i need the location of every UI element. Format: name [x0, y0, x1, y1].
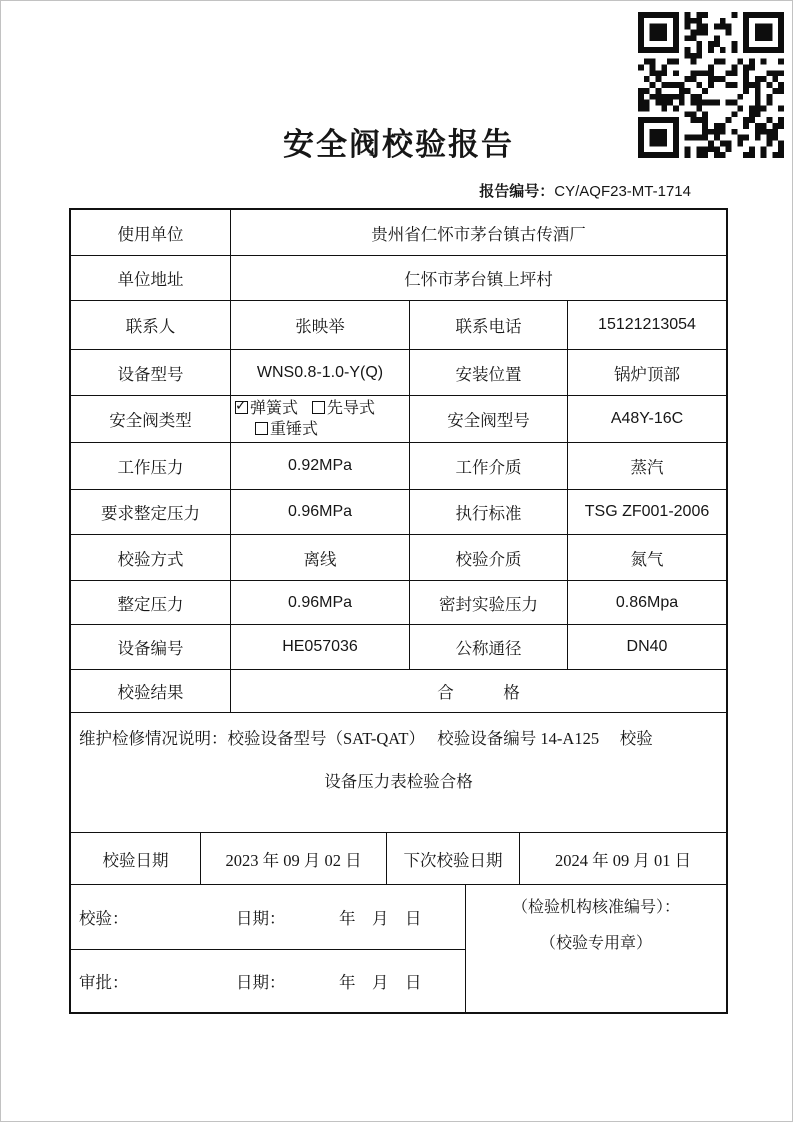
field-label-result: 校验结果	[71, 670, 231, 713]
field-value-nominal-dia: DN40	[568, 625, 726, 670]
field-value-seal-pressure: 0.86Mpa	[568, 581, 726, 625]
field-label-work-medium: 工作介质	[410, 443, 568, 490]
checkbox-unchecked-icon	[312, 401, 325, 414]
field-label-calib-medium: 校验介质	[410, 535, 568, 581]
table-row	[71, 301, 726, 350]
table-row	[71, 490, 726, 535]
field-label-phone: 联系电话	[410, 301, 568, 350]
calib-seal-line: （校验专用章）	[539, 935, 652, 952]
field-value-calib-method: 离线	[231, 535, 410, 581]
field-label-req-set-pressure: 要求整定压力	[71, 490, 231, 535]
field-label-next-date: 下次校验日期	[387, 833, 520, 885]
approve-ymd: 年 月 日	[339, 973, 422, 992]
field-label-use-unit: 使用单位	[71, 210, 231, 256]
signoff-section	[71, 885, 726, 1012]
report-number-line	[69, 180, 691, 201]
field-value-result: 合 格	[231, 670, 726, 713]
field-value-valve-model: A48Y-16C	[568, 396, 726, 443]
report-number-label: 报告编号：	[479, 184, 555, 200]
table-row-dates	[71, 833, 726, 885]
table-row	[71, 210, 726, 256]
maintenance-note	[71, 713, 726, 833]
field-label-seal-pressure: 密封实验压力	[410, 581, 568, 625]
field-value-install-pos: 锅炉顶部	[568, 350, 726, 396]
table-row	[71, 670, 726, 713]
table-row	[71, 256, 726, 301]
field-value-phone: 15121213054	[568, 301, 726, 350]
field-label-nominal-dia: 公称通径	[410, 625, 568, 670]
approve-date-label: 日期：	[236, 973, 286, 992]
field-value-calib-date: 2023 年 09 月 02 日	[201, 833, 387, 885]
field-value-calib-medium: 氮气	[568, 535, 726, 581]
table-row	[71, 581, 726, 625]
field-label-contact: 联系人	[71, 301, 231, 350]
table-row-maintenance	[71, 713, 726, 833]
signoff-row-verify	[71, 885, 465, 950]
field-label-valve-type: 安全阀类型	[71, 396, 231, 443]
verify-date-label: 日期：	[236, 909, 286, 928]
field-value-device-no: HE057036	[231, 625, 410, 670]
field-value-work-medium: 蒸汽	[568, 443, 726, 490]
org-approval-number-line: （检验机构核准编号）：	[511, 899, 680, 916]
field-value-contact: 张映举	[231, 301, 410, 350]
verify-label: 校验：	[79, 909, 129, 928]
valve-type-option-spring: 弹簧式	[250, 400, 299, 417]
field-value-work-pressure: 0.92MPa	[231, 443, 410, 490]
signoff-right-seal-area	[466, 885, 726, 1012]
checkbox-unchecked-icon	[255, 422, 268, 435]
field-value-valve-type	[231, 396, 410, 443]
field-value-use-unit: 贵州省仁怀市茅台镇古传酒厂	[231, 210, 726, 256]
field-value-req-set-pressure: 0.96MPa	[231, 490, 410, 535]
signoff-left	[71, 885, 466, 1012]
field-label-device-no: 设备编号	[71, 625, 231, 670]
field-label-set-pressure: 整定压力	[71, 581, 231, 625]
field-label-standard: 执行标准	[410, 490, 568, 535]
approve-label: 审批：	[79, 973, 129, 992]
checkbox-checked-icon	[235, 401, 248, 414]
field-value-address: 仁怀市茅台镇上坪村	[231, 256, 726, 301]
page-title: 安全阀校验报告	[283, 127, 514, 162]
field-label-install-pos: 安装位置	[410, 350, 568, 396]
valve-type-option-weight: 重锤式	[270, 421, 319, 438]
table-row	[71, 535, 726, 581]
maintenance-line1: 维护检修情况说明：校验设备型号（SAT-QAT） 校验设备编号 14-A125 校验	[79, 729, 653, 748]
field-label-work-pressure: 工作压力	[71, 443, 231, 490]
report-number-value: CY/AQF23-MT-1714	[554, 183, 691, 200]
table-row	[71, 396, 726, 443]
field-label-calib-method: 校验方式	[71, 535, 231, 581]
table-row	[71, 443, 726, 490]
field-label-address: 单位地址	[71, 256, 231, 301]
field-value-set-pressure: 0.96MPa	[231, 581, 410, 625]
table-row	[71, 350, 726, 396]
field-value-device-model: WNS0.8-1.0-Y(Q)	[231, 350, 410, 396]
table-row	[71, 625, 726, 670]
signoff-row-approve	[71, 950, 465, 1012]
valve-type-option-pilot: 先导式	[327, 400, 376, 417]
field-value-next-date: 2024 年 09 月 01 日	[520, 833, 726, 885]
maintenance-line2: 设备压力表检验合格	[324, 772, 473, 791]
report-table	[69, 208, 728, 1014]
field-label-calib-date: 校验日期	[71, 833, 201, 885]
field-label-valve-model: 安全阀型号	[410, 396, 568, 443]
field-label-device-model: 设备型号	[71, 350, 231, 396]
verify-ymd: 年 月 日	[339, 909, 422, 928]
field-value-standard: TSG ZF001-2006	[568, 490, 726, 535]
